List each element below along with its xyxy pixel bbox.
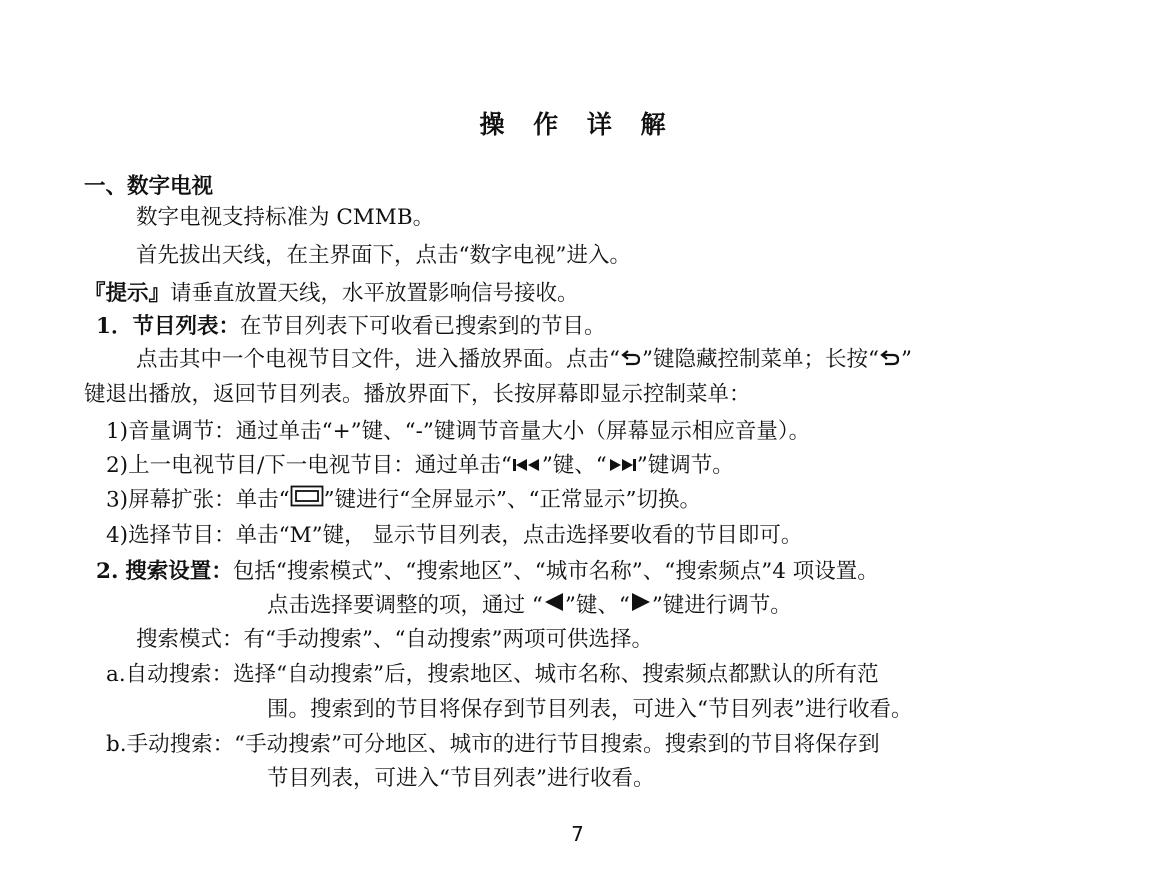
- sub-text: ”键进行“全屏显示”、“正常显示”切换。: [323, 487, 702, 513]
- tip-label: 『提示』: [84, 281, 171, 306]
- sub-label: 1)音量调节：: [106, 419, 236, 444]
- sub-text: 通过单击“+”键、“-”键调节音量大小（屏幕显示相应音量）。: [235, 419, 811, 444]
- auto-text: 选择“自动搜索”后，搜索地区、城市名称、搜索频点都默认的所有范: [233, 662, 879, 687]
- tip-line: [84, 279, 579, 309]
- page-title: 操 作 详 解: [479, 110, 676, 139]
- item1-p-b: ”键隐藏控制菜单；长按“: [642, 347, 879, 372]
- sub-item-select: [106, 521, 802, 551]
- sub-label: 4)选择节目：: [106, 523, 236, 548]
- standard-text: 数字电视支持标准为 CMMB。: [136, 205, 435, 230]
- next-track-icon: [607, 451, 637, 481]
- screen-expand-icon: [290, 485, 324, 516]
- manual-search-cont: 节目列表，可进入“节目列表”进行收看。: [267, 766, 655, 791]
- page-number: 7: [571, 822, 584, 846]
- tip-text: 请垂直放置天线，水平放置影响信号接收。: [170, 281, 579, 306]
- sub-item-screen: [106, 485, 701, 516]
- item2-cont-b: ”键、“: [564, 593, 630, 618]
- sub-text: ”键、“: [541, 453, 607, 478]
- search-mode-line: [136, 625, 653, 655]
- sub-item-channel: [106, 451, 734, 481]
- right-arrow-icon: [630, 591, 652, 621]
- sub-label: 3)屏幕扩张：: [106, 487, 236, 513]
- item1-p-c: ”: [900, 347, 912, 372]
- sub-item-volume: [106, 417, 810, 447]
- section-heading: 一、数字电视: [84, 174, 214, 199]
- item2-text: 包括“搜索模式”、“搜索地区”、“城市名称”、“搜索频点”4 项设置。: [232, 559, 879, 584]
- manual-label: b.手动搜索：: [106, 732, 235, 757]
- mode-label: 搜索模式：: [136, 627, 244, 652]
- auto-search-cont: 围。搜索到的节目将保存到节目列表，可进入“节目列表”进行收看。: [267, 697, 913, 722]
- return-icon: [620, 345, 642, 375]
- item2-cont-a: 点击选择要调整的项，通过 “: [267, 593, 543, 618]
- sub-text: ”键调节。: [636, 453, 734, 478]
- sub-text: 单击“: [235, 487, 290, 513]
- item1-paragraph-cont: 键退出播放，返回节目列表。播放界面下，长按屏幕即显示控制菜单：: [84, 382, 751, 407]
- item1-label: 节目列表：: [132, 314, 240, 339]
- item1-text: 在节目列表下可收看已搜索到的节目。: [239, 314, 606, 339]
- item1-paragraph: [136, 345, 912, 375]
- item1-number: 1．: [96, 314, 133, 339]
- item2-cont-c: ”键进行调节。: [651, 593, 792, 618]
- left-arrow-icon: [543, 591, 565, 621]
- auto-search-line: [106, 660, 879, 690]
- item2-line: [96, 557, 879, 587]
- item2-label: 搜索设置：: [125, 559, 233, 584]
- manual-search-line: [106, 730, 880, 760]
- enter-text: 首先拔出天线，在主界面下，点击“数字电视”进入。: [136, 243, 631, 268]
- sub-text: 通过单击“: [414, 453, 512, 478]
- auto-label: a.自动搜索：: [106, 662, 234, 687]
- item1-p-a: 点击其中一个电视节目文件，进入播放界面。点击“: [136, 347, 620, 372]
- item1-line: [96, 312, 606, 342]
- return-icon: [879, 345, 901, 375]
- sub-label: 2)上一电视节目/下一电视节目：: [106, 453, 415, 478]
- item2-number: 2.: [96, 559, 119, 584]
- mode-text: 有“手动搜索”、“自动搜索”两项可供选择。: [243, 627, 653, 652]
- previous-track-icon: [512, 451, 542, 481]
- sub-text: 单击“M”键， 显示节目列表，点击选择要收看的节目即可。: [235, 523, 803, 548]
- manual-text: “手动搜索”可分地区、城市的进行节目搜索。搜索到的节目将保存到: [234, 732, 880, 757]
- item2-cont: [267, 591, 792, 621]
